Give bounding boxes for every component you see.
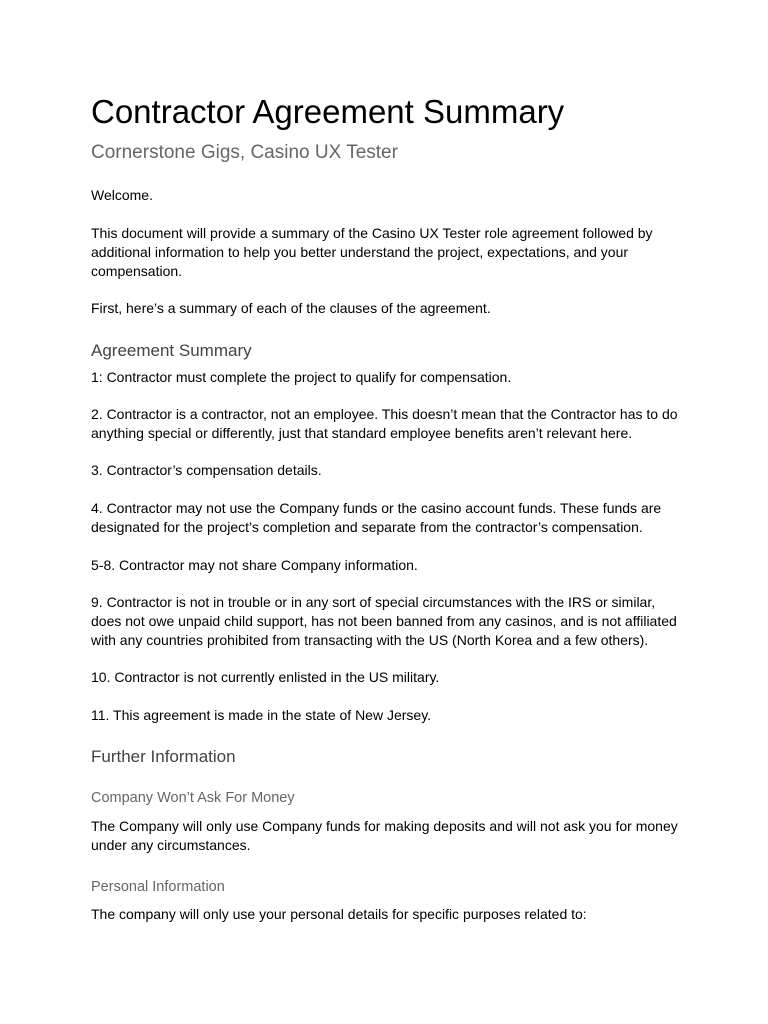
document-subtitle: Cornerstone Gigs, Casino UX Tester [91,142,398,163]
company-wont-ask-heading: Company Won’t Ask For Money [91,790,295,806]
clause-3: 3. Contractor’s compensation details. [91,462,322,478]
clause-10: 10. Contractor is not currently enlisted in the US military. [91,669,440,685]
clause-11: 11. This agreement is made in the state of New Jersey. [91,707,432,723]
further-information-heading: Further Information [91,747,236,766]
lead-in-text: First, here’s a summary of each of the clauses of the agreement. [91,300,491,316]
personal-information-heading: Personal Information [91,879,225,895]
agreement-summary-heading: Agreement Summary [91,341,252,360]
welcome-text: Welcome. [91,187,153,203]
clause-1: 1: Contractor must complete the project to qualify for compensation. [91,369,512,385]
overview-paragraph: This document will provide a summary of the Casino UX Tester role agreement followed by additional information to help you better understand the project, expectations, and your compensation. [91,225,653,279]
clause-4: 4. Contractor may not use the Company funds or the casino account funds. These funds are designated for the project’s completion and separate from the contractor’s compensation. [91,500,662,535]
document-title: Contractor Agreement Summary [91,93,565,130]
clause-2: 2. Contractor is a contractor, not an employee. This doesn’t mean that the Contractor has to do anything special or differently, just that standard employee benefits aren’t relevant here. [91,406,678,441]
clause-5-8: 5-8. Contractor may not share Company information. [91,557,418,573]
clause-9: 9. Contractor is not in trouble or in any sort of special circumstances with the IRS or similar, does not owe unpaid child support, has not been banned from any casinos, and is not affiliated with any countries prohibited from transacting with the US (North Korea and a few others). [91,594,677,648]
company-wont-ask-text: The Company will only use Company funds for making deposits and will not ask you for money under any circumstances. [91,818,678,853]
personal-information-text: The company will only use your personal details for specific purposes related to: [91,906,587,922]
